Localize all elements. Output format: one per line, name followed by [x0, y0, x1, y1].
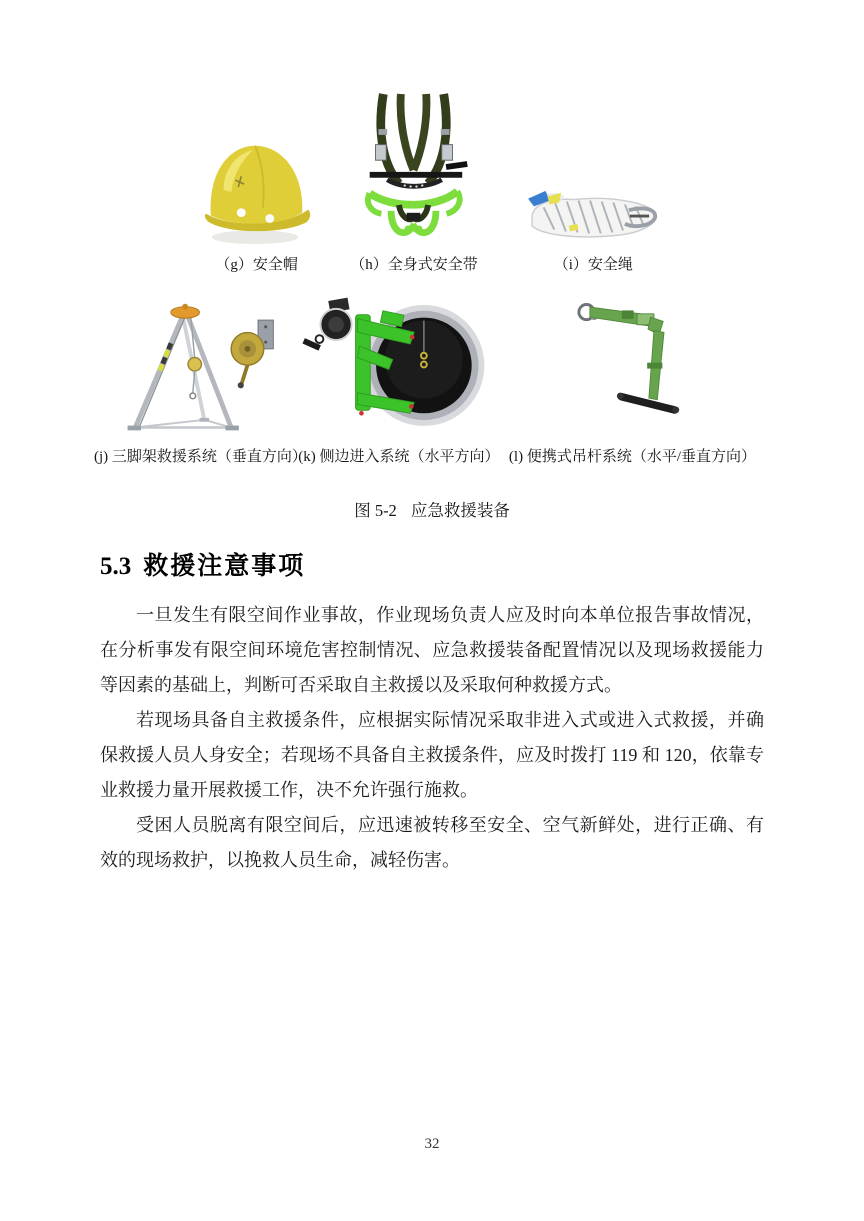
section-heading [100, 546, 305, 582]
figure-item-side-entry-system [297, 287, 501, 466]
figure-caption-title: 应急救援装备 [410, 501, 510, 520]
figure-label-j: (j) 三脚架救援系统（垂直方向） [94, 449, 307, 465]
paragraph: 一旦发生有限空间作业事故，作业现场负责人应及时向本单位报告事故情况，在分析事发有限空间环境危害控制情况、应急救援装备配置情况以及现场救援能力等因素的基础上，判断可否采取自主救援以及采取何种救援方式。 [100, 605, 764, 695]
paragraph: 受困人员脱离有限空间后，应迅速被转移至安全、空气新鲜处，进行正确、有效的现场救护，以挽救人员生命，减轻伤害。 [100, 815, 764, 870]
figure-row-1 [100, 104, 764, 274]
figure-item-tripod-rescue-system [94, 299, 307, 466]
figure-caption [100, 497, 764, 521]
tripod-rescue-system-image [116, 299, 284, 439]
section-title: 救援注意事项 [143, 552, 306, 580]
full-body-harness-image [358, 89, 470, 247]
figure-item-safety-rope [483, 187, 704, 274]
safety-rope-image [518, 187, 668, 247]
section-number: 5.3 [100, 553, 132, 580]
side-entry-system-image [299, 287, 499, 439]
figure-caption-number: 图 5-2 [354, 501, 397, 520]
portable-davit-system-image [573, 283, 691, 439]
figure-label-i: （i）安全绳 [553, 257, 633, 273]
section-body [100, 598, 764, 878]
figure-5-2 [94, 104, 764, 466]
figure-label-l: (l) 便携式吊杆系统（水平/垂直方向） [508, 449, 756, 465]
figure-label-k: (k) 侧边进入系统（水平方向） [298, 449, 500, 465]
paragraph: 若现场具备自主救援条件，应根据实际情况采取非进入式或进入式救援，并确保救援人员人身安全；若现场不具备自主救援条件，应及时拨打 119 和 120，依靠专业救援力量开展救援工作，决不允许强行施救。 [100, 710, 764, 800]
figure-label-h: （h）全身式安全带 [350, 257, 478, 273]
figure-item-portable-davit-system [509, 283, 756, 466]
page-number: 32 [424, 1136, 440, 1152]
figure-row-2 [94, 300, 764, 466]
safety-helmet-image [198, 135, 316, 247]
figure-label-g: （g）安全帽 [215, 257, 298, 273]
